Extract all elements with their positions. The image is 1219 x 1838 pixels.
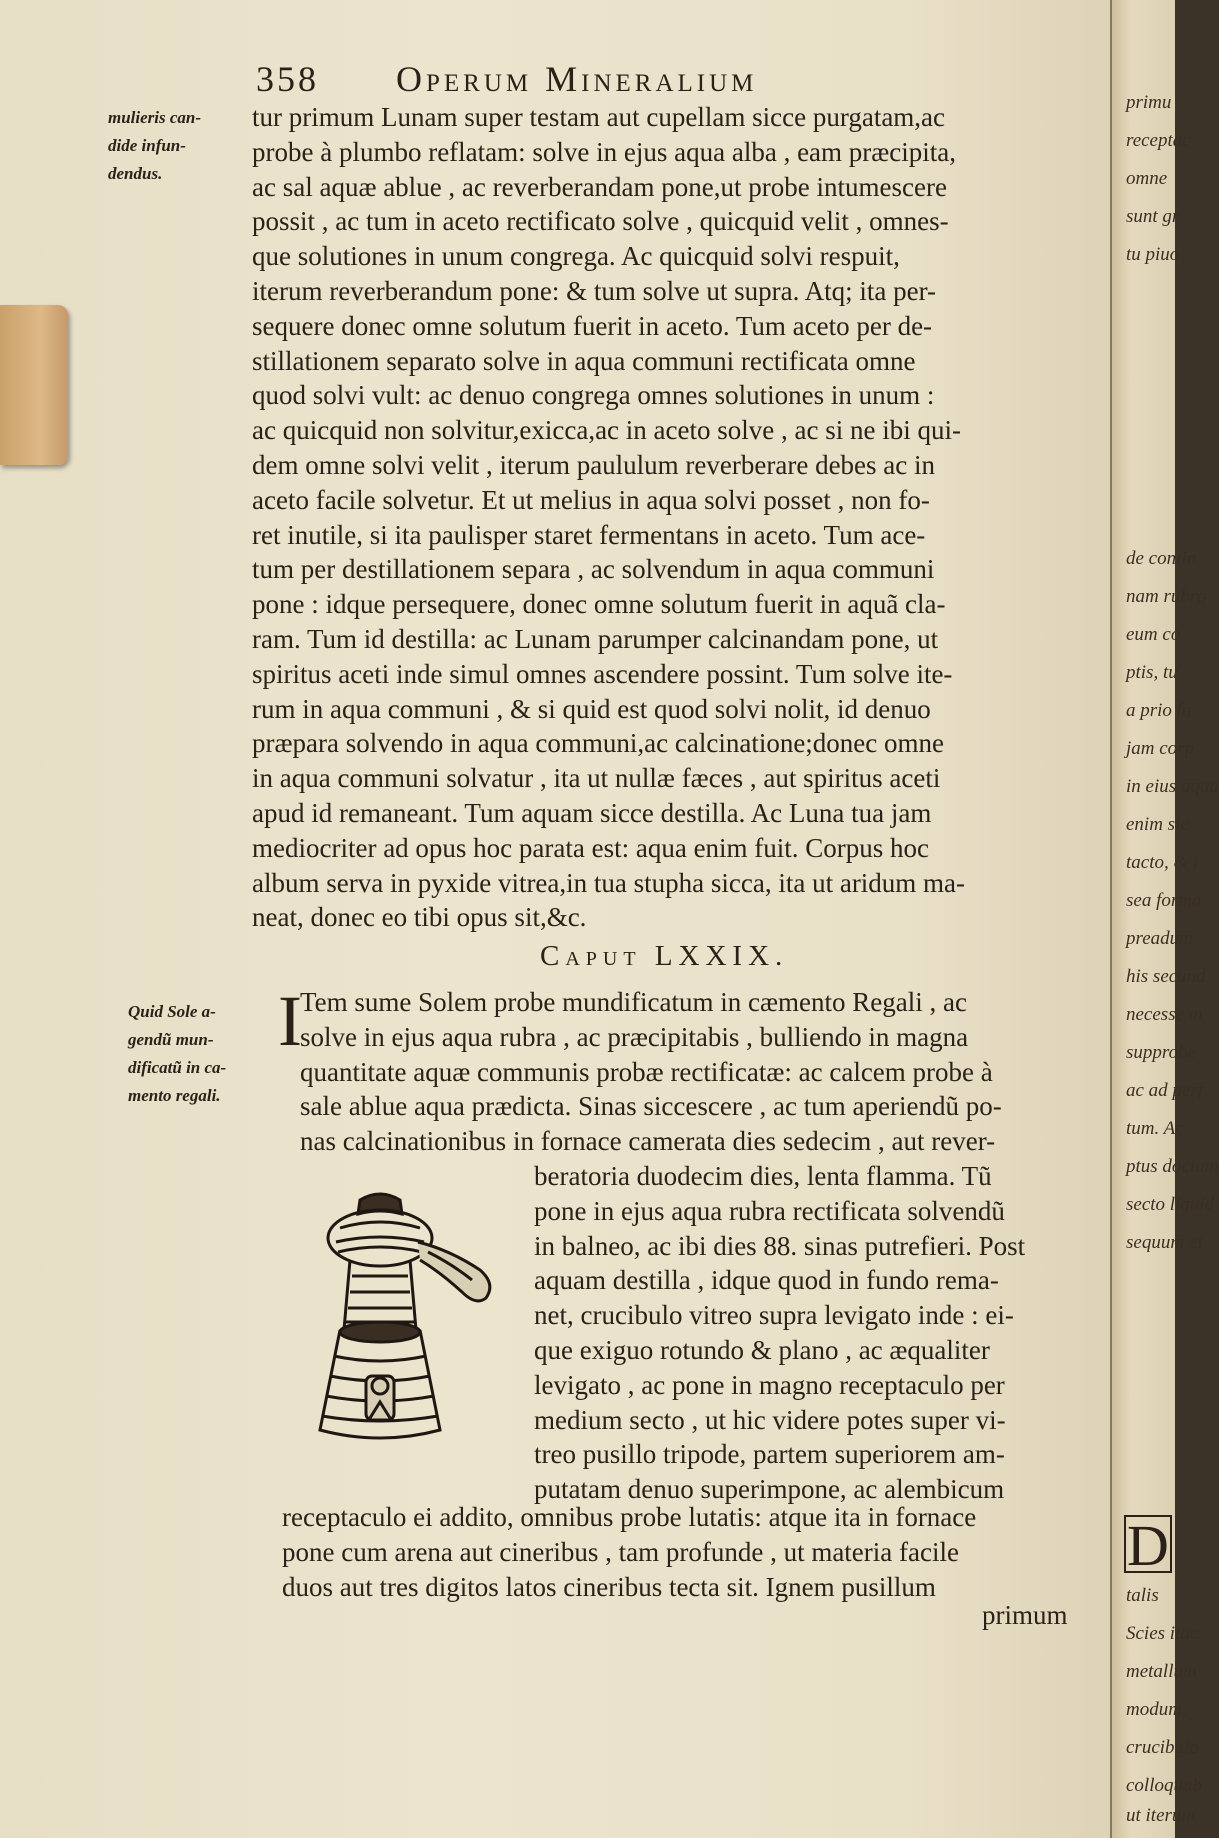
facing-fragment: nam rubra [1126, 586, 1207, 607]
text-line: in aqua communi solvatur , ita ut nullæ fæces , aut spiritus aceti [252, 763, 941, 794]
text-line: pone cum arena aut cineribus , tam profunde , ut materia facile [282, 1536, 959, 1567]
facing-drop-capital: D [1124, 1515, 1172, 1573]
text-line: possit , ac tum in aceto rectificato solve , quicquid velit , omnes- [252, 206, 949, 237]
text-line: rum in aqua communi , & si quid est quod solvi nolit, id denuo [252, 693, 931, 724]
text-line: ac sal aquæ ablue , ac reverberandam pone,ut probe intumescere [252, 171, 947, 202]
facing-fragment: talis [1126, 1585, 1159, 1606]
margin-note-line: dide infun- [108, 136, 186, 155]
text-line: spiritus aceti inde simul omnes ascendere possint. Tum solve ite- [252, 658, 953, 689]
facing-fragment: omne [1126, 168, 1168, 189]
alembic-woodcut-illustration [300, 1180, 520, 1460]
facing-page-edge [1110, 0, 1219, 1838]
continued-text [282, 1500, 1082, 1604]
page-number: 358 [256, 59, 319, 99]
facing-fragment: enim sic [1126, 814, 1189, 835]
facing-fragment: receptac [1126, 130, 1191, 151]
text-line: que exiguo rotundo & plano , ac æqualiter [534, 1334, 990, 1365]
text-line: nas calcinationibus in fornace camerata dies sedecim , aut rever- [300, 1126, 996, 1157]
text-line: ret inutile, si ita paulisper staret fermentans in aceto. Tum ace- [252, 519, 926, 550]
facing-fragment: ut iterum [1126, 1805, 1196, 1826]
facing-fragment: sea forma [1126, 890, 1202, 911]
running-title: Operum Mineralium [396, 59, 758, 99]
facing-fragment: crucibulo [1126, 1737, 1199, 1758]
margin-note-chapter [128, 998, 266, 1110]
facing-fragment: tum. Ac [1126, 1118, 1184, 1139]
facing-fragment: his secund [1126, 966, 1206, 987]
bookmark-tab [0, 305, 68, 465]
margin-note-line: mulieris can- [108, 108, 202, 127]
text-line: beratoria duodecim dies, lenta flamma. Tũ [534, 1161, 992, 1191]
text-line: medium secto , ut hic videre potes super vi- [534, 1404, 1006, 1435]
text-line: apud id remaneant. Tum aquam sicce destilla. Ac Luna tua jam [252, 797, 932, 828]
text-line: sequere donec omne solutum fuerit in aceto. Tum aceto per de- [252, 310, 933, 341]
text-line: ac quicquid non solvitur,exicca,ac in aceto solve , ac si ne ibi qui- [252, 415, 961, 446]
text-line: neat, donec eo tibi opus sit,&c. [252, 902, 587, 933]
margin-note-line: Quid Sole a- [128, 1002, 216, 1021]
text-line: iterum reverberandum pone: & tum solve ut supra. Atq; ita per- [252, 275, 937, 306]
text-line: aceto facile solvetur. Et ut melius in aqua solvi posset , non fo- [252, 484, 930, 515]
facing-fragment: preadum [1126, 928, 1193, 949]
facing-fragment: Scies itac [1126, 1623, 1199, 1644]
margin-note-line: gendũ mun- [128, 1030, 214, 1049]
facing-fragment: necesse m [1126, 1004, 1203, 1025]
text-line: tur primum Lunam super testam aut cupellam sicce purgatam,ac [252, 102, 946, 132]
running-head [256, 58, 916, 102]
margin-note-line: mento regali. [128, 1086, 221, 1105]
facing-fragment: supprobe [1126, 1042, 1197, 1063]
facing-fragment: secto liquid [1126, 1194, 1215, 1215]
text-line: duos aut tres digitos latos cineribus tecta sit. Ignem pusillum [282, 1571, 936, 1602]
text-line: solve in ejus aqua rubra , ac præcipitabis , bulliendo in magna [300, 1021, 969, 1052]
chapter-title: Caput LXXIX. [540, 940, 789, 972]
facing-fragment: primu [1126, 92, 1172, 113]
text-line: probe à plumbo reflatam: solve in ejus aqua alba , eam præcipita, [252, 136, 957, 167]
facing-fragment: ptus doctum [1126, 1156, 1219, 1177]
facing-fragment: jam corp [1126, 738, 1195, 759]
facing-fragment: ac ad perf [1126, 1080, 1204, 1101]
facing-fragment: modum, [1126, 1699, 1187, 1720]
text-line: levigato , ac pone in magno receptaculo per [534, 1369, 1005, 1400]
margin-note-top [108, 104, 248, 188]
facing-fragment: sequum ei [1126, 1232, 1203, 1253]
text-line: receptaculo ei addito, omnibus probe lutatis: atque ita in fornace [282, 1502, 977, 1532]
chapter-text [300, 985, 1080, 1159]
text-line: album serva in pyxide vitrea,in tua stupha sicca, ita ut aridum ma- [252, 867, 966, 898]
text-line: ram. Tum id destilla: ac Lunam parumper calcinandam pone, ut [252, 623, 939, 654]
text-line: dem omne solvi velit , iterum paululum reverberare debes ac in [252, 449, 936, 480]
text-line: que solutiones in unum congrega. Ac quicquid solvi respuit, [252, 241, 900, 272]
facing-fragment: eum co [1126, 624, 1181, 645]
text-line: treo pusillo tripode, partem superiorem am- [534, 1439, 1005, 1470]
drop-capital: I [278, 981, 302, 1061]
text-line: pone in ejus aqua rubra rectificata solvendũ [534, 1195, 1005, 1226]
text-line: quantitate aquæ communis probæ rectificatæ: ac calcem probe à [300, 1056, 993, 1087]
text-line: in balneo, ac ibi dies 88. sinas putrefieri. Post [534, 1230, 1026, 1261]
facing-fragment: metallum [1126, 1661, 1197, 1682]
facing-fragment: in eius aqua [1126, 776, 1219, 797]
text-line: pone : idque persequere, donec omne solutum fuerit in aquã cla- [252, 589, 946, 620]
text-line: Tem sume Solem probe mundificatum in cæmento Regali , ac [300, 987, 967, 1017]
text-line: tum per destillationem separa , ac solvendum in aqua communi [252, 554, 935, 585]
text-line: putatam denuo superimpone, ac alembicum [534, 1474, 1005, 1505]
text-line: quod solvi vult: ac denuo congrega omnes solutiones in unum : [252, 380, 935, 411]
facing-fragment: de contin [1126, 548, 1197, 569]
facing-fragment: tacto, & i [1126, 852, 1199, 873]
text-line: mediocriter ad opus hoc parata est: aqua enim fuit. Corpus hoc [252, 832, 930, 863]
text-line: præpara solvendo in aqua communi,ac calcinatione;donec omne [252, 728, 945, 759]
facing-fragment: ptis, tu [1126, 662, 1178, 683]
text-line: aquam destilla , idque quod in fundo rema- [534, 1265, 999, 1296]
body-text [252, 100, 1082, 935]
facing-fragment: tu piuo [1126, 244, 1180, 265]
facing-fragment: colloquab [1126, 1775, 1202, 1796]
text-line: sale ablue aqua prædicta. Sinas siccescere , ac tum aperiendũ po- [300, 1091, 1002, 1122]
facing-fragment: a prio fa [1126, 700, 1192, 721]
text-line: net, crucibulo vitreo supra levigato inde : ei- [534, 1300, 1014, 1331]
wrapped-text [534, 1159, 1082, 1507]
text-line: stillationem separato solve in aqua communi rectificata omne [252, 345, 916, 376]
facing-fragment: sunt gr [1126, 206, 1180, 227]
margin-note-line: dendus. [108, 164, 163, 183]
catchword: primum [982, 1600, 1068, 1630]
margin-note-line: dificatũ in ca- [128, 1058, 227, 1077]
